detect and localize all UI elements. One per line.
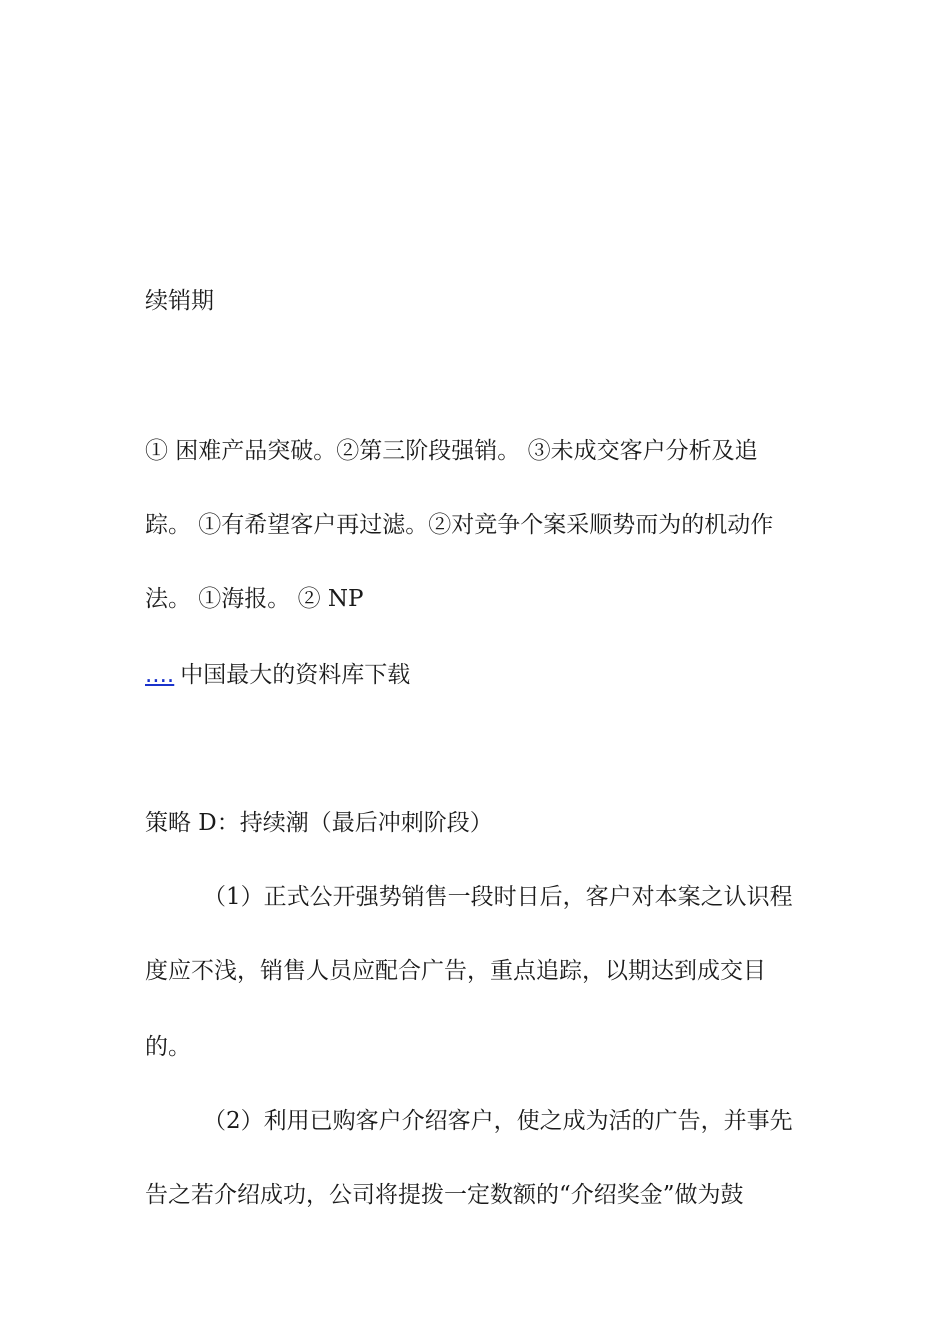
summary-line-1: ① 困难产品突破。②第三阶段强销。 ③未成交客户分析及追 — [145, 438, 758, 464]
summary-line-3: 法。 ①海报。 ② NP — [145, 586, 364, 612]
paragraph-1-line-3: 的。 — [145, 1034, 191, 1060]
section-heading: 续销期 — [145, 288, 214, 314]
download-link-text: 中国最大的资料库下载 — [180, 662, 411, 688]
paragraph-1-line-1: （1）正式公开强势销售一段时日后，客户对本案之认识程 — [203, 884, 793, 910]
paragraph-2-line-2: 告之若介绍成功，公司将提拨一定数额的“介绍奖金”做为鼓 — [145, 1182, 744, 1208]
download-link[interactable]: .... — [145, 662, 175, 688]
paragraph-1-line-2: 度应不浅，销售人员应配合广告，重点追踪，以期达到成交目 — [145, 958, 766, 984]
summary-line-2: 踪。 ①有希望客户再过滤。②对竞争个案采顺势而为的机动作 — [145, 512, 774, 538]
download-link-row — [145, 660, 410, 690]
strategy-heading: 策略 D：持续潮（最后冲刺阶段） — [145, 810, 493, 836]
paragraph-2-line-1: （2）利用已购客户介绍客户，使之成为活的广告，并事先 — [203, 1108, 793, 1134]
